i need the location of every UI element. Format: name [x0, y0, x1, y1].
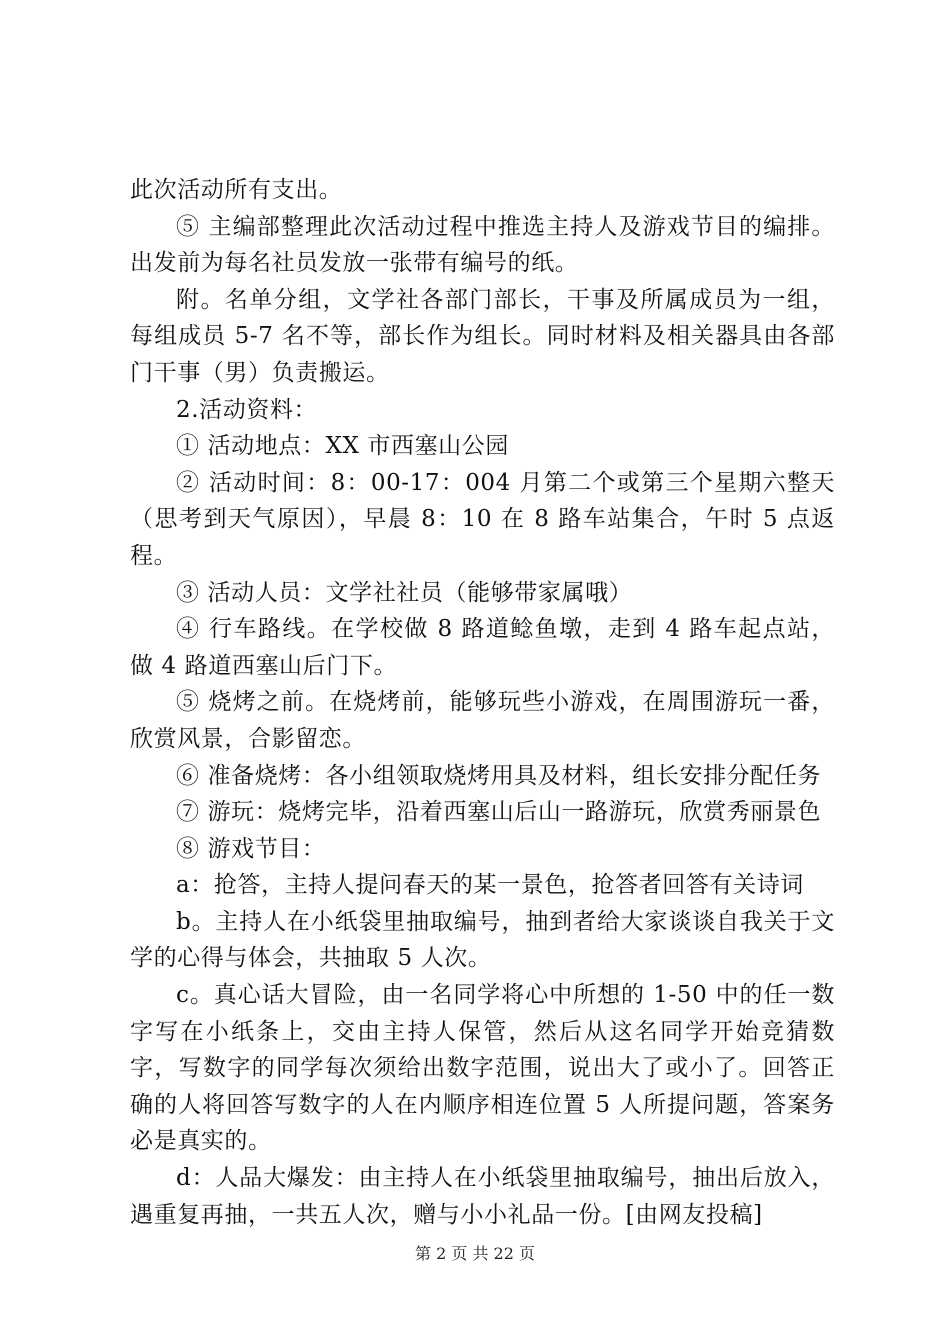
paragraph-10: ⑥ 准备烧烤：各小组领取烧烤用具及材料，组长安排分配任务 [176, 762, 822, 789]
paragraph-2: ⑤ 主编部整理此次活动过程中推选主持人及游戏节目的编排。出发前为每名社员发放一张带有编号的纸。 [130, 213, 835, 277]
paragraph-16: d：人品大爆发：由主持人在小纸袋里抽取编号，抽出后放入，遇重复再抽，一共五人次，赠与小小礼品一份。[由网友投稿] [130, 1165, 835, 1228]
paragraph-13: a：抢答，主持人提问春天的某一景色，抢答者回答有关诗词 [176, 872, 804, 899]
paragraph-5: ① 活动地点：XX 市西塞山公园 [176, 433, 509, 460]
page-footer [0, 1243, 950, 1265]
paragraph-3: 附。名单分组，文学社各部门部长，干事及所属成员为一组，每组成员 5-7 名不等，部长作为组长。同时材料及相关器具由各部门干事（男）负责搬运。 [130, 286, 835, 386]
paragraph-4: 2.活动资料： [176, 396, 318, 423]
paragraph-15: c。真心话大冒险，由一名同学将心中所想的 1-50 中的任一数字写在小纸条上，交由主持人保管，然后从这名同学开始竞猜数字，写数字的同学每次须给出数字范围，说出大了或小了。回答正确的人将回答写数字的人在内顺序相连位置 5 人所提问题，答案务必是真实的。 [130, 982, 835, 1155]
paragraph-12: ⑧ 游戏节目： [176, 835, 326, 862]
paragraph-7: ③ 活动人员：文学社社员（能够带家属哦） [176, 579, 633, 606]
paragraph-6: ② 活动时间：8：00-17：004 月第二个或第三个星期六整天（思考到天气原因），早晨 8：10 在 8 路车站集合，午时 5 点返程。 [130, 469, 835, 569]
paragraph-8: ④ 行车路线。在学校做 8 路道鲶鱼墩，走到 4 路车起点站，做 4 路道西塞山后门下。 [130, 616, 835, 679]
paragraph-1: 此次活动所有支出。 [130, 177, 343, 203]
document-body [130, 172, 835, 1233]
page-number-label: 第 2 页 共 22 页 [415, 1244, 535, 1263]
paragraph-14: b。主持人在小纸袋里抽取编号，抽到者给大家谈谈自我关于文学的心得与体会，共抽取 5 人次。 [130, 908, 835, 972]
paragraph-9: ⑤ 烧烤之前。在烧烤前，能够玩些小游戏，在周围游玩一番，欣赏风景，合影留恋。 [130, 689, 835, 752]
paragraph-11: ⑦ 游玩：烧烤完毕，沿着西塞山后山一路游玩，欣赏秀丽景色 [176, 799, 822, 826]
